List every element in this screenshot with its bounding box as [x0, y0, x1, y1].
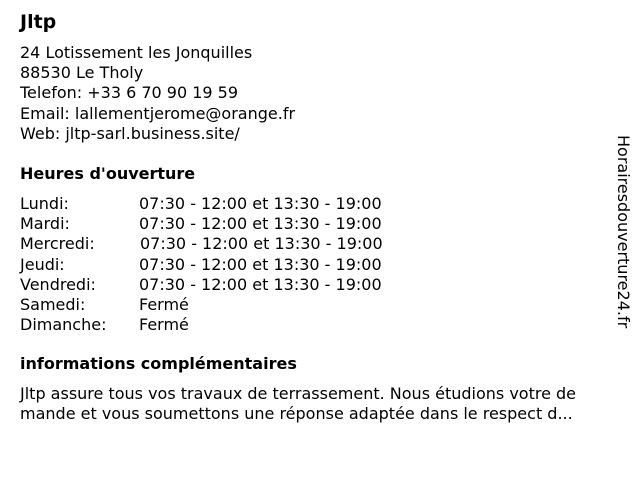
contact-block	[20, 43, 295, 144]
business-name: Jltp	[20, 11, 57, 33]
hours-day: Mercredi:	[20, 234, 95, 254]
hours-day: Jeudi:	[20, 254, 65, 274]
address-line-2: 88530 Le Tholy	[20, 63, 144, 83]
hours-time: 07:30 - 12:00 et 13:30 - 19:00	[140, 234, 383, 254]
site-watermark: Horairesdouverture24.fr	[614, 135, 633, 329]
hours-time: 07:30 - 12:00 et 13:30 - 19:00	[139, 194, 382, 213]
hours-day: Lundi:	[20, 194, 69, 213]
info-heading: informations complémentaires	[20, 354, 297, 373]
hours-day: Vendredi:	[20, 274, 96, 294]
info-description	[20, 384, 632, 424]
info-line-2: mande et vous soumettons une réponse adaptée dans le respect d...	[20, 404, 573, 424]
hours-day: Dimanche:	[20, 315, 107, 335]
phone-text: Telefon: +33 6 70 90 19 59	[20, 83, 239, 103]
hours-time: 07:30 - 12:00 et 13:30 - 19:00	[139, 254, 382, 274]
website-text: Web: jltp-sarl.business.site/	[20, 123, 240, 143]
hours-heading: Heures d'ouverture	[20, 164, 196, 183]
hours-time: Fermé	[139, 315, 189, 335]
info-line-1: Jltp assure tous vos travaux de terrassement. Nous étudions votre de	[20, 384, 577, 403]
hours-day: Mardi:	[20, 214, 70, 234]
hours-time: Fermé	[139, 294, 189, 314]
hours-time: 07:30 - 12:00 et 13:30 - 19:00	[139, 274, 382, 294]
email-text: Email: lallementjerome@orange.fr	[20, 103, 296, 123]
address-line-1: 24 Lotissement les Jonquilles	[20, 43, 253, 62]
hours-time: 07:30 - 12:00 et 13:30 - 19:00	[139, 214, 382, 234]
hours-day: Samedi:	[20, 294, 86, 314]
